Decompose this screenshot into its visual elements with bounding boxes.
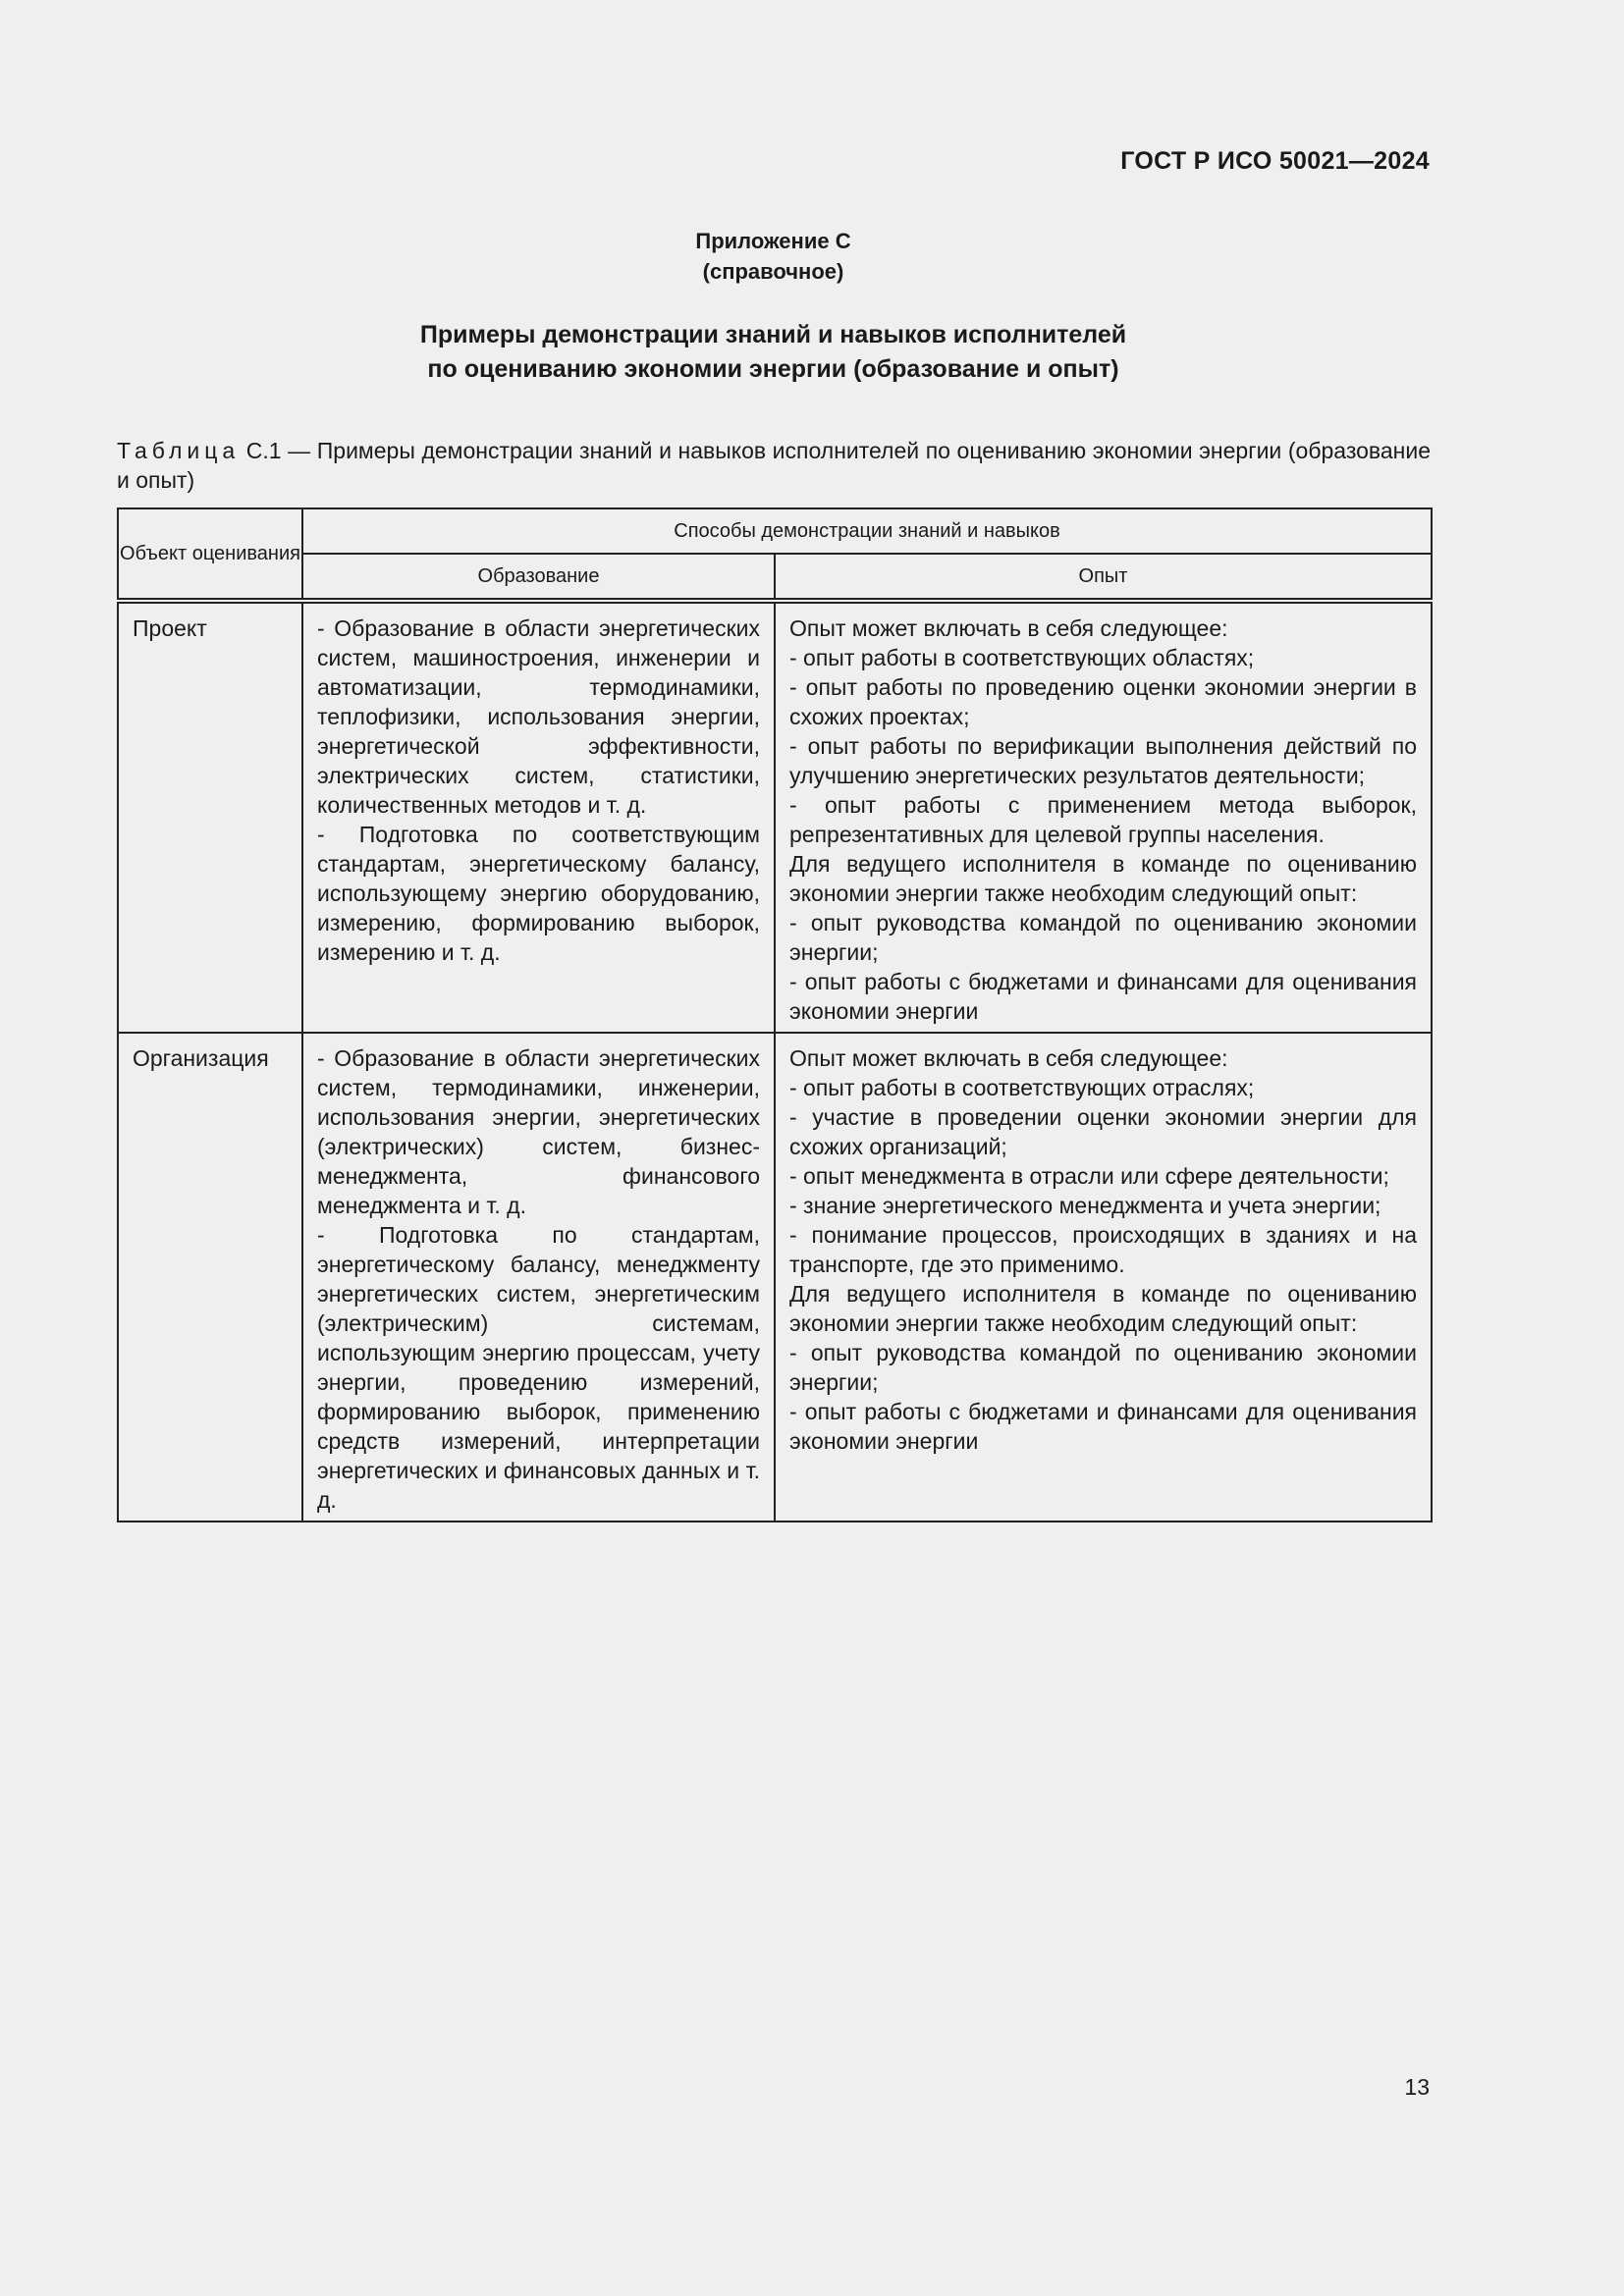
appendix-title-line-2: по оцениванию экономии энергии (образование и опыт) xyxy=(427,355,1119,383)
experience-cell xyxy=(775,601,1432,1033)
education-item: - Образование в области энергетических систем, машиностроения, инженерии и автоматизации, термодинамики, теплофизики, использования энергии, энергетической эффективности, электрических систем, статистики, количественных методов и т. д. xyxy=(317,615,760,818)
experience-item: Опыт может включать в себя следующее: xyxy=(789,1045,1228,1071)
appendix-title xyxy=(0,318,1546,387)
experience-item: - опыт руководства командой по оцениванию экономии энергии; xyxy=(789,910,1418,965)
experience-item: - понимание процессов, происходящих в зданиях и на транспорте, где это применимо. xyxy=(789,1222,1418,1277)
header-methods: Способы демонстрации знаний и навыков xyxy=(302,508,1432,554)
education-cell xyxy=(302,1033,775,1522)
experience-item: - опыт работы в соответствующих областях; xyxy=(789,645,1255,670)
experience-item: - опыт менеджмента в отрасли или сфере деятельности; xyxy=(789,1163,1389,1189)
page-number: 13 xyxy=(1404,2074,1430,2100)
header-object: Объект оценивания xyxy=(118,508,302,601)
table-caption-label: Таблица xyxy=(117,438,241,463)
row-object-label: Организация xyxy=(133,1045,269,1071)
row-object-cell xyxy=(118,1033,302,1522)
appendix-type: (справочное) xyxy=(702,259,844,284)
experience-item: - опыт работы по верификации выполнения действий по улучшению энергетических результатов деятельности; xyxy=(789,733,1418,788)
education-cell xyxy=(302,601,775,1033)
table-row xyxy=(118,601,1432,1033)
education-item: - Образование в области энергетических систем, термодинамики, инженерии, использования энергии, энергетических (электрических) систем, бизнес-менеджмента, финансового менеджмента и т. д. xyxy=(317,1045,760,1218)
appendix-title-line-1: Примеры демонстрации знаний и навыков исполнителей xyxy=(419,321,1127,348)
experience-item: - опыт работы по проведению оценки экономии энергии в схожих проектах; xyxy=(789,674,1418,729)
appendix-label: Приложение С xyxy=(695,229,851,253)
header-experience: Опыт xyxy=(775,554,1432,601)
table-caption xyxy=(117,436,1431,495)
experience-item: Для ведущего исполнителя в команде по оцениванию экономии энергии также необходим следующий опыт: xyxy=(789,851,1418,906)
experience-item: - опыт работы в соответствующих отраслях; xyxy=(789,1075,1255,1100)
experience-item: - опыт работы с бюджетами и финансами для оценивания экономии энергии xyxy=(789,969,1418,1024)
experience-cell xyxy=(775,1033,1432,1522)
experience-item: - участие в проведении оценки экономии энергии для схожих организаций; xyxy=(789,1104,1418,1159)
row-object-label: Проект xyxy=(133,615,207,641)
experience-item: - опыт работы с применением метода выборок, репрезентативных для целевой группы населения. xyxy=(789,792,1418,847)
experience-item: - опыт руководства командой по оцениванию экономии энергии; xyxy=(789,1340,1418,1395)
standard-number: ГОСТ Р ИСО 50021—2024 xyxy=(1120,147,1430,175)
experience-item: Опыт может включать в себя следующее: xyxy=(789,615,1228,641)
row-object-cell xyxy=(118,601,302,1033)
experience-item: Для ведущего исполнителя в команде по оцениванию экономии энергии также необходим следующий опыт: xyxy=(789,1281,1418,1336)
appendix-heading xyxy=(0,226,1546,287)
education-item: - Подготовка по соответствующим стандартам, энергетическому балансу, использующему энергию оборудованию, измерению, формированию выборок, измерению и т. д. xyxy=(317,822,760,965)
experience-item: - опыт работы с бюджетами и финансами для оценивания экономии энергии xyxy=(789,1399,1418,1454)
table-caption-text: С.1 — Примеры демонстрации знаний и навыков исполнителей по оцениванию экономии энергии (образование и опыт) xyxy=(117,438,1431,493)
header-education: Образование xyxy=(302,554,775,601)
education-item: - Подготовка по стандартам, энергетическому балансу, менеджменту энергетических систем, энергетическим (электрическим) системам, использующим энергию процессам, учету энергии, проведению измерений, формированию выборок, применению средств измерений, интерпретации энергетических и финансовых данных и т. д. xyxy=(317,1222,760,1513)
demonstration-table xyxy=(117,507,1433,1522)
experience-item: - знание энергетического менеджмента и учета энергии; xyxy=(789,1193,1381,1218)
table-row xyxy=(118,1033,1432,1522)
